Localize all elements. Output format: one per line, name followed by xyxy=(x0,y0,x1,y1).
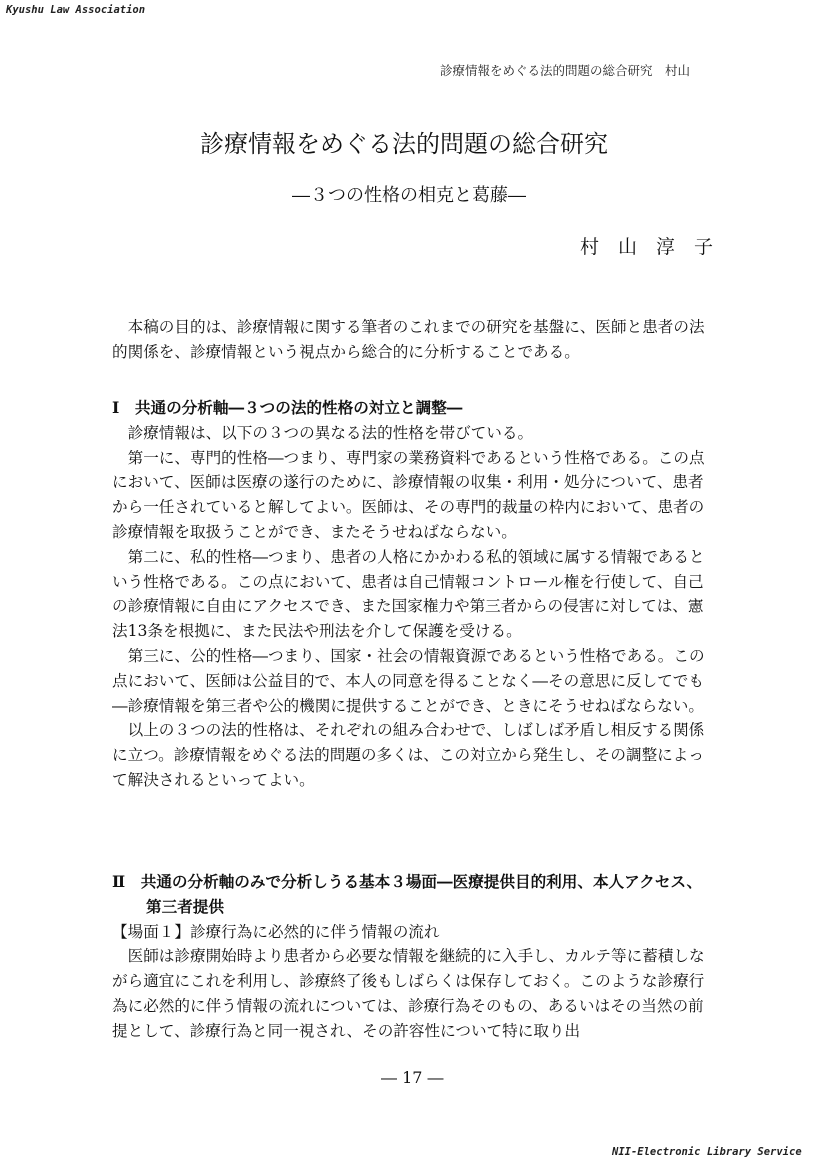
section-2 xyxy=(112,870,717,1044)
paper-subtitle: ―３つの性格の相克と葛藤― xyxy=(292,185,526,206)
watermark-bottom: NII-Electronic Library Service xyxy=(612,1146,802,1158)
abstract-paragraph: 本稿の目的は、診療情報に関する筆者のこれまでの研究を基盤に、医師と患者の法的関係を、診療情報という視点から総合的に分析することである。 xyxy=(112,318,705,361)
watermark-top: Kyushu Law Association xyxy=(6,4,146,16)
section-1 xyxy=(112,396,717,793)
section-1-heading: Ⅰ 共通の分析軸―３つの法的性格の対立と調整― xyxy=(112,398,463,417)
section-1-paragraph: 第一に、専門的性格―つまり、専門家の業務資料であるという性格である。この点において、医師は医療の遂行のために、診療情報の収集・利用・処分について、患者から一任されていると解してよい。医師は、その専門的裁量の枠内において、患者の診療情報を取扱うことができ、またそうせねばならない。 xyxy=(112,448,705,541)
author-name: 村山淳子 xyxy=(580,236,733,258)
abstract-block xyxy=(112,315,717,365)
page-number: ― 17 ― xyxy=(381,1068,444,1087)
scene-1-heading: 【場面１】診療行為に必然的に伴う情報の流れ xyxy=(112,922,440,941)
running-header: 診療情報をめぐる法的問題の総合研究 村山 xyxy=(440,63,691,78)
section-2-paragraph: 医師は診療開始時より患者から必要な情報を継続的に入手し、カルテ等に蓄積しながら適宜にこれを利用し、診療終了後もしばらくは保存しておく。このような診療行為に必然的に伴う情報の流れについては、診療行為そのもの、あるいはその当然の前提として、診療行為と同一視され、その許容性について特に取り出 xyxy=(112,947,705,1040)
section-1-paragraph: 第二に、私的性格―つまり、患者の人格にかかわる私的領域に属する情報であるという性格である。この点において、患者は自己情報コントロール権を行使して、自己の診療情報に自由にアクセスでき、また国家権力や第三者からの侵害に対しては、憲法13条を根拠に、また民法や刑法を介して保護を受ける。 xyxy=(112,547,705,641)
paper-title: 診療情報をめぐる法的問題の総合研究 xyxy=(200,130,608,158)
section-2-heading: Ⅱ 共通の分析軸のみで分析しうる基本３場面―医療提供目的利用、本人アクセス、第三者提供 xyxy=(112,872,703,916)
section-1-paragraph: 診療情報は、以下の３つの異なる法的性格を帯びている。 xyxy=(127,423,534,442)
section-1-paragraph: 以上の３つの法的性格は、それぞれの組み合わせで、しばしば矛盾し相反する関係に立つ。診療情報をめぐる法的問題の多くは、この対立から発生し、その調整によって解決されるといってよい。 xyxy=(112,721,705,789)
section-1-paragraph: 第三に、公的性格―つまり、国家・社会の情報資源であるという性格である。この点において、医師は公益目的で、本人の同意を得ることなく―その意思に反してでも―診療情報を第三者や公的機関に提供することができ、ときにそうせねばならない。 xyxy=(112,646,705,715)
